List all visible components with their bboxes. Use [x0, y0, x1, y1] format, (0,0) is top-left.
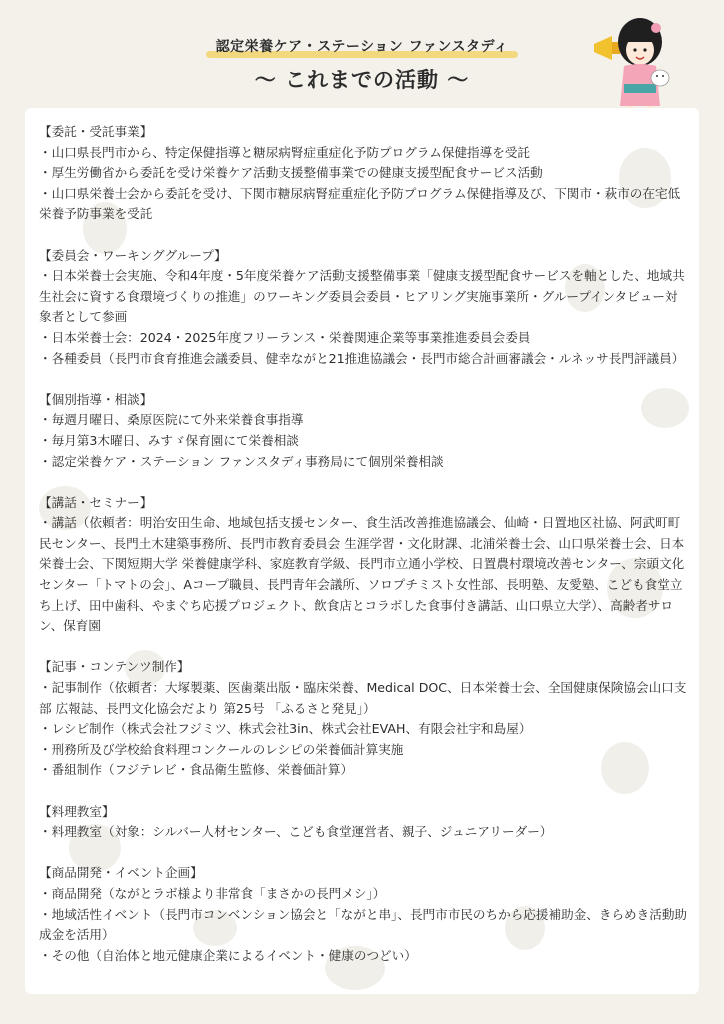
subtitle-text: 認定栄養ケア・ステーション ファンスタディ	[212, 36, 513, 56]
list-item: ・厚生労働省から委託を受け栄養ケア活動支援整備事業での健康支援型配食サービス活動	[39, 165, 543, 181]
list-item: ・山口県長門市から、特定保健指導と糖尿病腎症重症化予防プログラム保健指導を受託	[39, 144, 531, 160]
list-item: ・毎週月曜日、桑原医院にて外来栄養食事指導	[39, 412, 304, 428]
list-item: ・各種委員（長門市食育推進会議委員、健幸ながと21推進協議会・長門市総合計画審議会・ルネッサ長門評議員）	[39, 350, 685, 366]
list-item: ・地域活性イベント（長門市コンベンション協会と「ながと串」、長門市市民のちから応援補助金、きらめき活動助成金を活用）	[39, 906, 688, 943]
section-heading: 【料理教室】	[39, 803, 115, 819]
list-item: ・日本栄養士会実施、令和4年度・5年度栄養ケア活動支援整備事業「健康支援型配食サービスを軸とした、地域共生社会に資する食環境づくりの推進」のワーキング委員会委員・ヒアリング実施事業所・グループインタビュー対象者として参画	[39, 268, 685, 325]
activities-content	[25, 108, 699, 966]
list-item: ・レシピ制作（株式会社フジミツ、株式会社3in、株式会社EVAH、有限会社宇和島屋）	[39, 721, 532, 737]
list-item: ・山口県栄養士会から委託を受け、下関市糖尿病腎症重症化予防プログラム保健指導及び、下関市・萩市の在宅低栄養予防事業を受託	[39, 185, 681, 222]
page-title: 〜 これまでの活動 〜	[254, 68, 470, 92]
section-heading: 【商品開発・イベント企画】	[39, 865, 203, 881]
list-item: ・刑務所及び学校給食料理コンクールのレシピの栄養価計算実施	[39, 741, 404, 757]
activities-card	[25, 108, 699, 994]
list-item: ・商品開発（ながとラボ様より非常食「まさかの長門メシ」）	[39, 885, 386, 901]
section-heading: 【講話・セミナー】	[39, 494, 153, 510]
section-individual-guidance	[39, 390, 687, 472]
section-cooking-class	[39, 802, 687, 843]
section-heading: 【委員会・ワーキンググループ】	[39, 247, 227, 263]
section-heading: 【記事・コンテンツ制作】	[39, 659, 190, 675]
list-item: ・認定栄養ケア・ステーション ファンスタディ事務局にて個別栄養相談	[39, 453, 444, 469]
list-item: ・その他（自治体と地元健康企業によるイベント・健康のつどい）	[39, 947, 417, 963]
section-heading: 【委託・受託事業】	[39, 124, 153, 139]
section-committees	[39, 246, 687, 370]
list-item: ・番組制作（フジテレビ・食品衛生監修、栄養価計算）	[39, 762, 354, 778]
section-lectures	[39, 493, 687, 637]
list-item: ・講話（依頼者：明治安田生命、地域包括支援センター、食生活改善推進協議会、仙崎・日置地区社協、阿武町町民センター、長門土木建築事務所、長門市教育委員会 生涯学習・文化財課、北浦栄養士会、山口県栄養士会、日本栄養士会、下関短期大学 栄養健康学科、家庭教育学級、長門市立通小学校、日置農村環境改善センター、宗頭文化センター「トマトの会」、Aコープ職員、長門青年会議所、ソロプチミスト女性部、長明塾、友愛塾、こども食堂立ち上げ、田中歯科、やまぐち応援プロジェクト、飲食店とコラボした食事付き講話、山口県立大学）、高齢者サロン、保育園	[39, 515, 685, 634]
list-item: ・記事制作（依頼者：大塚製薬、医歯薬出版・臨床栄養、Medical DOC、日本栄養士会、全国健康保険協会山口支部 広報誌、長門文化協会だより 第25号 「ふるさと発見」）	[39, 680, 687, 716]
section-content-production	[39, 657, 687, 781]
section-commissioned-work	[39, 122, 687, 225]
section-product-events	[39, 863, 687, 966]
list-item: ・料理教室（対象：シルバー人材センター、こども食堂運営者、親子、ジュニアリーダー）	[39, 824, 553, 840]
list-item: ・毎月第3木曜日、みすゞ保育園にて栄養相談	[39, 432, 299, 448]
list-item: ・日本栄養士会：2024・2025年度フリーランス・栄養関連企業等事業推進委員会委員	[39, 329, 531, 345]
section-heading: 【個別指導・相談】	[39, 391, 153, 407]
